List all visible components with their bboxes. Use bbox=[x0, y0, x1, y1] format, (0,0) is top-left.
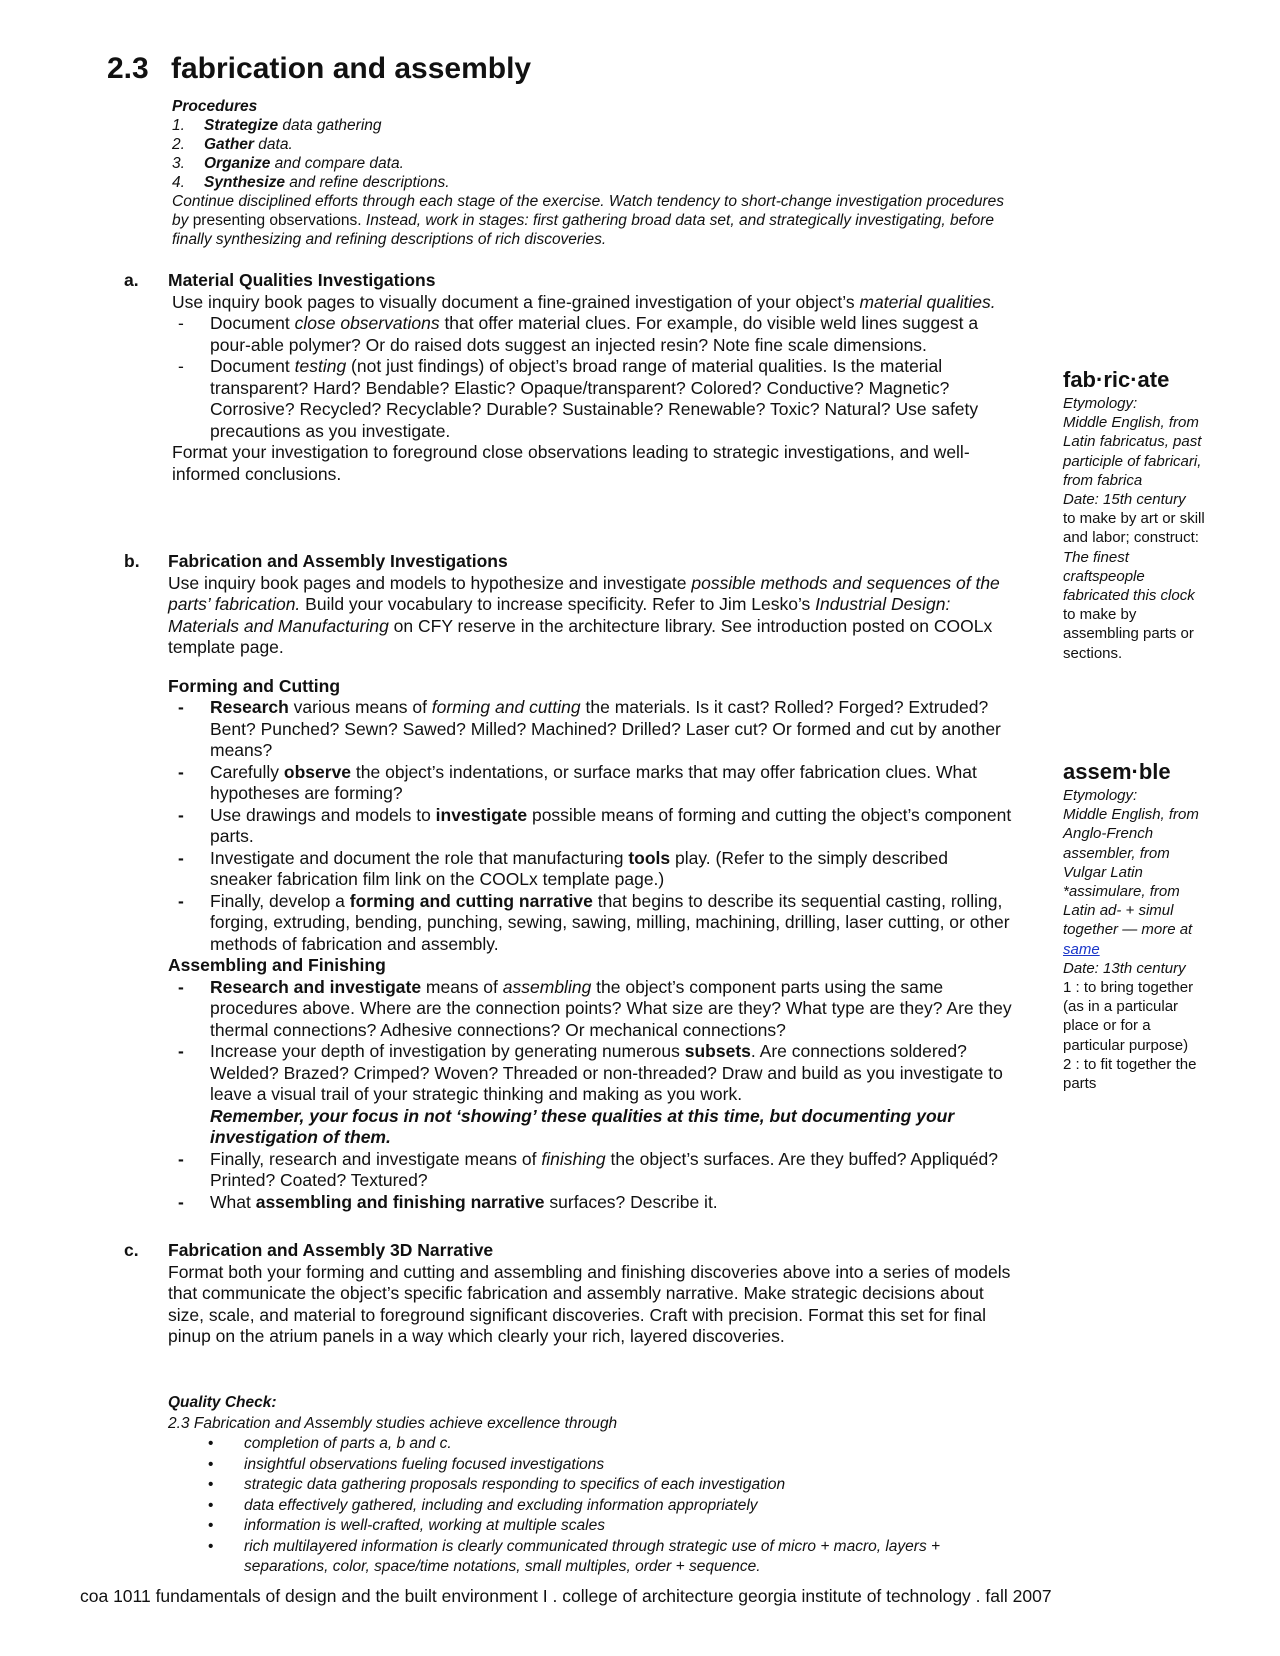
procedure-step bbox=[172, 116, 1012, 135]
dash-marker: - bbox=[178, 976, 184, 997]
step-text: and compare data. bbox=[270, 155, 404, 172]
page-heading bbox=[107, 52, 531, 86]
list-item bbox=[124, 356, 1014, 442]
emphasis-note: Remember, your focus in not ‘showing’ these qualities at this time, but documenting your investigation of them. bbox=[210, 1105, 955, 1147]
procedures-block bbox=[172, 97, 1012, 249]
item-keyword: subsets bbox=[684, 1041, 751, 1061]
step-text: data gathering bbox=[278, 117, 382, 134]
dash-marker: - bbox=[178, 356, 184, 376]
section-a-title: Material Qualities Investigations bbox=[168, 270, 436, 290]
step-number: 4. bbox=[172, 174, 185, 191]
forming-cutting-title: Forming and Cutting bbox=[168, 675, 341, 696]
item-keyword: observe bbox=[283, 761, 352, 782]
page-footer: coa 1011 fundamentals of design and the built environment I . college of architecture georgia institute of technology . fall 2007 bbox=[80, 1586, 1052, 1606]
quality-check-intro: 2.3 Fabrication and Assembly studies achieve excellence through bbox=[168, 1414, 618, 1432]
item-text: Document bbox=[210, 356, 295, 376]
intro-emphasis: material qualities. bbox=[859, 291, 996, 312]
bullet-icon: • bbox=[208, 1517, 214, 1534]
dash-marker: - bbox=[178, 890, 184, 911]
step-text: data. bbox=[253, 136, 293, 153]
dash-marker: - bbox=[178, 847, 184, 868]
intro-text: Use inquiry book pages to visually document a fine-grained investigation of your object’s bbox=[172, 291, 860, 312]
list-item: - Finally, develop a forming and cutting narrative that begins to describe its sequential casting, rolling, forging, extruding, bending, punching, sewing, sawing, milling, machining, drilling, laser cutting, or other methods of fabrication and assembly. bbox=[178, 890, 1010, 954]
quality-item: • information is well-crafted, working at multiple scales bbox=[168, 1516, 1028, 1537]
definition-word: fab·ric·ate bbox=[1063, 367, 1170, 392]
section-letter: c. bbox=[124, 1240, 139, 1260]
list-item: - Increase your depth of investigation by generating numerous subsets. Are connections soldered? Welded? Brazed? Crimped? Woven? Threaded or non-threaded? Draw and build as you investigate to leave a visual trail of your strategic thinking and making as you work. Remember, your focus in not ‘showing’ these qualities at this time, but documenting your investigation of them. bbox=[178, 1041, 1003, 1147]
procedures-title: Procedures bbox=[172, 98, 258, 115]
same-link[interactable]: same bbox=[1063, 940, 1100, 958]
section-letter: b. bbox=[124, 551, 140, 571]
etymology-text: Middle English, from Anglo-French assembler, from Vulgar Latin *assimulare, from Latin ad- + simul together — more at same bbox=[1063, 806, 1199, 958]
item-emphasis: close observations bbox=[294, 313, 440, 333]
section-c bbox=[124, 1240, 1014, 1348]
etymology-text: Middle English, from Latin fabricatus, past participle of fabricari, from fabrica bbox=[1063, 414, 1202, 489]
quality-item: • rich multilayered information is clearly communicated through strategic use of micro + macro, layers + separations, color, space/time notations, small multiples, order + sequence. bbox=[208, 1537, 941, 1575]
list-item: - Use drawings and models to investigate possible means of forming and cutting the object’s component parts. bbox=[178, 804, 1012, 846]
assembling-finishing-title: Assembling and Finishing bbox=[168, 955, 386, 975]
item-text: (not just findings) of object’s broad range of material qualities. Is the material transparent? Hard? Bendable? Elastic? Opaque/transparent? Colored? Conductive? Magnetic? Corrosive? Recycled? Recyclable? Durable? Sustainable? Renewable? Toxic? Natural? Use safety precautions as you investigate. bbox=[210, 356, 979, 441]
definition-word: assem·ble bbox=[1063, 759, 1171, 784]
section-a bbox=[124, 270, 1014, 485]
section-c-heading bbox=[124, 1240, 1014, 1262]
step-number: 3. bbox=[172, 155, 185, 172]
bullet-icon: • bbox=[208, 1476, 214, 1493]
intro-text: on CFY reserve in the architecture library. See introduction posted on COOLx template page. bbox=[168, 615, 993, 657]
definition-text: to make by art or skill and labor; construct: The finest craftspeople fabricated this clock bbox=[1063, 510, 1205, 605]
item-keyword: tools bbox=[628, 847, 671, 868]
step-number: 1. bbox=[172, 117, 185, 134]
item-text: Document bbox=[210, 313, 295, 333]
book-title: Industrial Design: Materials and Manufacturing bbox=[168, 594, 951, 636]
step-keyword: Organize bbox=[204, 155, 271, 172]
note-text: presenting observations. bbox=[192, 212, 362, 229]
step-keyword: Synthesize bbox=[204, 174, 285, 191]
definition-text: to make by assembling parts or sections. bbox=[1063, 606, 1194, 662]
list-item: - Finally, research and investigate means of finishing the object’s surfaces. Are they buffed? Appliquéd? Printed? Coated? Textured? bbox=[178, 1148, 999, 1190]
list-item: - Carefully observe the object’s indentations, or surface marks that may offer fabrication clues. What hypotheses are forming? bbox=[178, 761, 977, 803]
item-keyword: investigate bbox=[435, 804, 528, 825]
section-b-intro bbox=[168, 573, 1014, 659]
section-number: 2.3 bbox=[107, 52, 149, 85]
quality-item: • insightful observations fueling focused investigations bbox=[168, 1455, 1028, 1476]
item-text: that offer material clues. For example, do visible weld lines suggest a pour-able polymer? Or do raised dots suggest an injected resin? Note fine scale dimensions. bbox=[210, 313, 979, 355]
section-c-title: Fabrication and Assembly 3D Narrative bbox=[168, 1240, 494, 1260]
definition-fabricate bbox=[1063, 366, 1213, 663]
dash-marker: - bbox=[178, 697, 184, 717]
dash-marker: - bbox=[178, 804, 184, 825]
intro-emphasis: possible methods and sequences of the parts’ fabrication. bbox=[168, 572, 1000, 614]
section-b-heading bbox=[124, 551, 1014, 573]
procedure-step bbox=[172, 173, 1012, 192]
step-number: 2. bbox=[172, 136, 185, 153]
item-keyword: Research bbox=[210, 697, 289, 717]
intro-text: Build your vocabulary to increase specificity. Refer to Jim Lesko’s bbox=[300, 594, 816, 614]
item-keyword: forming and cutting narrative bbox=[349, 890, 593, 911]
quality-check-title: Quality Check: bbox=[168, 1394, 277, 1411]
note-text: Continue disciplined efforts through each stage of the exercise. Watch tendency to short-change investigation procedures by bbox=[172, 193, 1005, 229]
section-letter: a. bbox=[124, 270, 139, 290]
bullet-icon: • bbox=[208, 1537, 214, 1555]
section-a-heading bbox=[124, 270, 1014, 292]
dash-marker: - bbox=[178, 1191, 184, 1212]
step-keyword: Gather bbox=[204, 136, 254, 153]
quality-item: • data effectively gathered, including and excluding information appropriately bbox=[168, 1496, 1028, 1517]
section-c-body: Format both your forming and cutting and assembling and finishing discoveries above into a series of models that communicate the object’s specific fabrication and assembly narrative. Make strategic decisions about size, scale, and material to foreground significant discoveries. Craft with precision. Format this set for final pinup on the atrium panels in a way which clearly your rich, layered discoveries. bbox=[168, 1261, 1011, 1346]
dash-marker: - bbox=[178, 313, 184, 333]
procedure-step bbox=[172, 154, 1012, 173]
item-keyword: assembling and finishing narrative bbox=[255, 1191, 545, 1212]
item-keyword: Research and investigate bbox=[210, 976, 422, 997]
procedure-step bbox=[172, 135, 1012, 154]
dash-marker: - bbox=[178, 1041, 184, 1061]
dash-marker: - bbox=[178, 1148, 184, 1169]
etymology-label: Etymology: bbox=[1063, 787, 1138, 804]
step-keyword: Strategize bbox=[204, 117, 279, 134]
quality-item: • strategic data gathering proposals responding to specifics of each investigation bbox=[168, 1475, 1028, 1496]
definition-date: Date: 15th century bbox=[1063, 491, 1186, 509]
list-item: - Research various means of forming and cutting the materials. Is it cast? Rolled? Forged? Extruded? Bent? Punched? Sewn? Sawed? Milled? Machined? Drilled? Laser cut? Or formed and cut by another means? bbox=[178, 697, 1001, 760]
quality-check bbox=[168, 1393, 1028, 1578]
definition-example: The finest craftspeople fabricated this clock bbox=[1063, 548, 1195, 605]
bullet-icon: • bbox=[208, 1435, 214, 1452]
section-b-title: Fabrication and Assembly Investigations bbox=[168, 551, 508, 571]
list-item bbox=[124, 313, 1014, 356]
step-text: and refine descriptions. bbox=[284, 174, 450, 191]
procedures-note bbox=[172, 192, 1012, 249]
list-item: - Research and investigate means of assembling the object’s component parts using the same procedures above. Where are the connection points? What size are they? What type are they? Are they thermal connections? Adhesive connections? Or mechanical connections? bbox=[178, 976, 1012, 1040]
section-title: fabrication and assembly bbox=[171, 52, 532, 85]
etymology-label: Etymology: bbox=[1063, 395, 1138, 412]
definition-text: 1 : to bring together (as in a particular place or for a particular purpose) bbox=[1063, 979, 1194, 1054]
definition-text: 2 : to fit together the parts bbox=[1063, 1055, 1197, 1093]
dash-marker: - bbox=[178, 761, 184, 782]
definition-assemble bbox=[1063, 758, 1213, 1093]
item-emphasis: testing bbox=[294, 356, 347, 376]
bullet-icon: • bbox=[208, 1496, 214, 1514]
bullet-icon: • bbox=[208, 1455, 214, 1473]
section-a-intro bbox=[172, 292, 1014, 314]
list-item: - Investigate and document the role that manufacturing tools play. (Refer to the simply described sneaker fabrication film link on the COOLx template page.) bbox=[178, 847, 948, 889]
definition-date: Date: 13th century bbox=[1063, 959, 1186, 977]
section-b bbox=[124, 551, 1014, 1213]
note-text: Instead, work in stages: first gathering broad data set, and strategically investigating, before finally synthesizing and refining descriptions of rich discoveries. bbox=[172, 212, 994, 248]
quality-item: • completion of parts a, b and c. bbox=[168, 1434, 1028, 1455]
list-item: - What assembling and finishing narrative surfaces? Describe it. bbox=[178, 1191, 718, 1212]
section-a-closing: Format your investigation to foreground close observations leading to strategic investigations, and well-informed conclusions. bbox=[172, 442, 970, 484]
intro-text: Use inquiry book pages and models to hypothesize and investigate bbox=[168, 572, 692, 593]
